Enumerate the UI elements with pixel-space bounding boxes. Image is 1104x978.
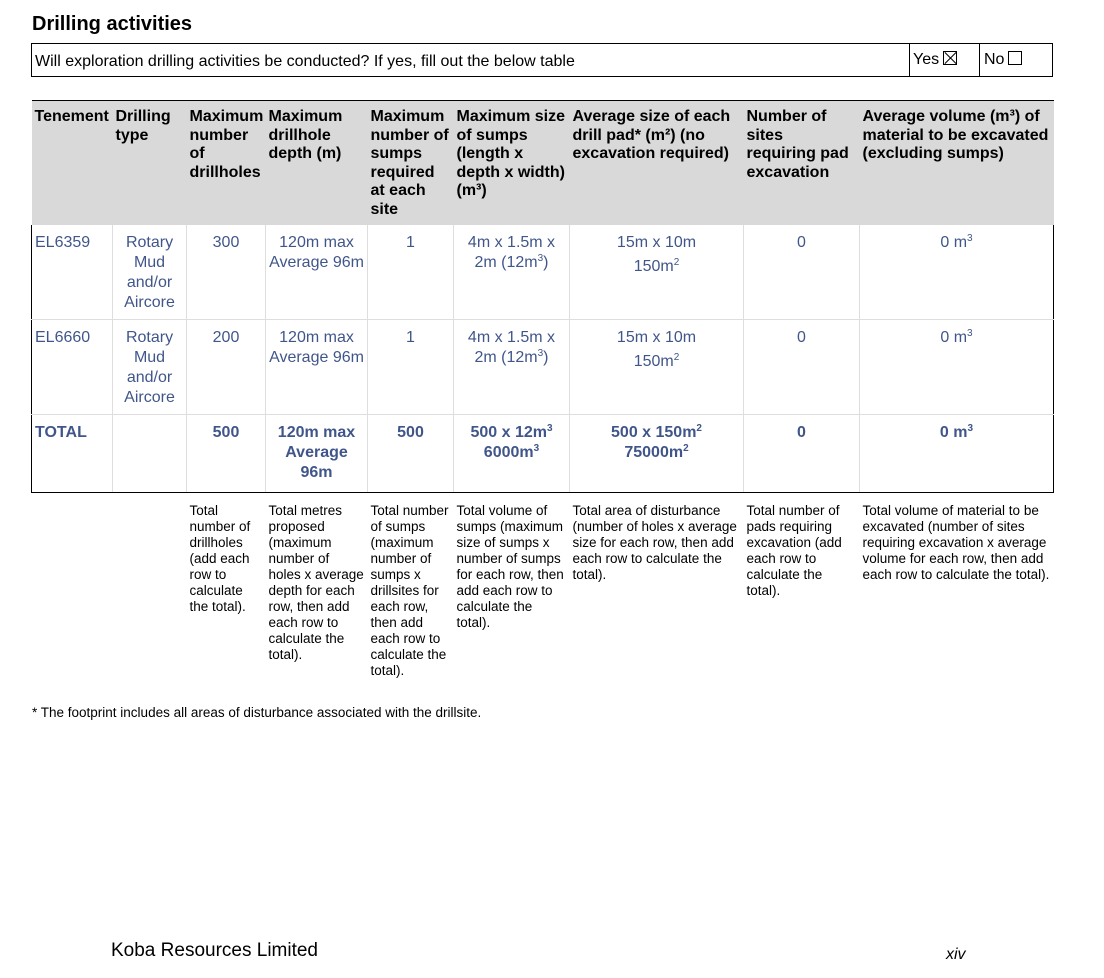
pad-area: $150m^2$ — [633, 352, 680, 370]
header-drilling-type: Drilling type — [113, 101, 187, 225]
pad-area: $150m^2$ — [633, 256, 680, 275]
no-option[interactable] — [984, 51, 1022, 69]
question-divider — [979, 44, 980, 76]
cell-tenement: EL6660 — [32, 320, 113, 415]
drilling-question-text: Will exploration drilling activities be conducted? If yes, fill out the below table — [35, 53, 575, 70]
table-header-row — [32, 101, 1054, 225]
table-row — [32, 320, 1054, 415]
sump-size-line2: 2m $(12m^3)$ — [474, 252, 549, 271]
depth-average: Average 96m — [269, 253, 364, 271]
table-row — [32, 225, 1054, 320]
cell-max-drillholes: 300 — [187, 225, 266, 320]
cell-volume: 0 $m^3$ — [860, 320, 1054, 415]
pad-size: 15m x 10m — [616, 233, 697, 251]
note-pads-excavation: Total number of pads requiring excavation (add each row to calculate the total). — [746, 503, 842, 598]
note-drillholes: Total number of drillholes (add each row to calculate the total). — [189, 503, 251, 614]
cell-total-sumps: 500 — [368, 415, 454, 493]
note-disturbance-area: Total area of disturbance (number of holes x average size for each row, then add each row to calculate the total). — [572, 503, 737, 582]
header-max-sumps: Maximum number of sumps required at each site — [368, 101, 454, 225]
total-sump-volume-line1: 500 x $12m^3$ — [470, 423, 553, 441]
cell-total-label: TOTAL — [32, 415, 113, 493]
note-sumps: Total number of sumps (maximum number of sumps x drillsites for each row, then add each row to calculate the total). — [370, 503, 449, 678]
cell-max-sumps: 1 — [368, 225, 454, 320]
header-volume: Average volume (m³) of material to be excavated (excluding sumps) — [860, 101, 1054, 225]
header-sump-size: Maximum size of sumps (length x depth x width) (m³) — [454, 101, 570, 225]
note-metres: Total metres proposed (maximum number of holes x average depth for each row, then add each row to calculate the total). — [268, 503, 364, 662]
depth-max: 120m max — [279, 233, 354, 251]
no-checkbox-icon[interactable] — [1008, 51, 1022, 65]
cell-total-volume: 0 $m^3$ — [860, 415, 1054, 493]
cell-volume: 0 $m^3$ — [860, 225, 1054, 320]
cell-total-sump-volume — [454, 415, 570, 493]
cell-pad-size — [570, 225, 744, 320]
yes-option[interactable] — [913, 51, 957, 69]
question-divider — [909, 44, 910, 76]
cell-total-pad — [570, 415, 744, 493]
total-depth-average: Average 96m — [285, 444, 348, 481]
header-max-drillholes: Maximum number of drillholes — [187, 101, 266, 225]
cell-sump-size — [454, 320, 570, 415]
cell-sites-excavation: 0 — [744, 225, 860, 320]
total-sump-volume-line2: $6000m^3$ — [483, 443, 540, 461]
drilling-question-box — [31, 43, 1053, 77]
no-label: No — [984, 51, 1005, 68]
cell-pad-size — [570, 320, 744, 415]
cell-total-empty — [113, 415, 187, 493]
total-pad-line1: 500 x $150m^2$ — [611, 423, 702, 441]
drilling-table — [31, 100, 1054, 679]
header-sites-excavation: Number of sites requiring pad excavation — [744, 101, 860, 225]
table-notes-row — [32, 493, 1054, 680]
cell-drilling-type: Rotary Mud and/or Aircore — [113, 225, 187, 320]
cell-max-sumps: 1 — [368, 320, 454, 415]
note-sump-volume: Total volume of sumps (maximum size of sumps x number of sumps for each row, then add each row to calculate the total). — [456, 503, 564, 630]
pad-size: 15m x 10m — [616, 329, 697, 346]
cell-total-sites-excavation: 0 — [744, 415, 860, 493]
table-total-row — [32, 415, 1054, 493]
sump-size-line2: 2m $(12m^3)$ — [474, 348, 549, 366]
cell-sump-size — [454, 225, 570, 320]
sump-size-line1: 4m x 1.5m x — [467, 329, 556, 346]
total-depth-max: 120m max — [277, 424, 356, 441]
depth-max: 120m max — [279, 329, 354, 346]
cell-total-drillholes: 500 — [187, 415, 266, 493]
header-max-depth: Maximum drillhole depth (m) — [266, 101, 368, 225]
depth-average: Average 96m — [269, 349, 364, 366]
cell-sites-excavation: 0 — [744, 320, 860, 415]
sump-size-line1: 4m x 1.5m x — [467, 233, 556, 251]
header-tenement: Tenement — [32, 101, 113, 225]
yes-label: Yes — [913, 51, 940, 68]
footnote: * The footprint includes all areas of disturbance associated with the drillsite. — [32, 705, 482, 720]
section-title: Drilling activities — [32, 13, 193, 35]
cell-max-drillholes: 200 — [187, 320, 266, 415]
cell-max-depth — [266, 225, 368, 320]
note-excavated-volume: Total volume of material to be excavated (number of sites requiring excavation x average volume for each row, then add each row to calculate the total). — [862, 503, 1050, 582]
cell-tenement: EL6359 — [32, 225, 113, 320]
total-pad-line2: $75000m^2$ — [624, 443, 689, 461]
cell-total-depth — [266, 415, 368, 493]
footer-company: Koba Resources Limited — [111, 940, 318, 961]
yes-checkbox-checked-icon[interactable] — [943, 51, 957, 65]
footer-page-number: xiv — [946, 946, 966, 963]
header-pad-size: Average size of each drill pad* (m²) (no excavation required) — [570, 101, 744, 225]
cell-drilling-type: Rotary Mud and/or Aircore — [113, 320, 187, 415]
cell-max-depth — [266, 320, 368, 415]
